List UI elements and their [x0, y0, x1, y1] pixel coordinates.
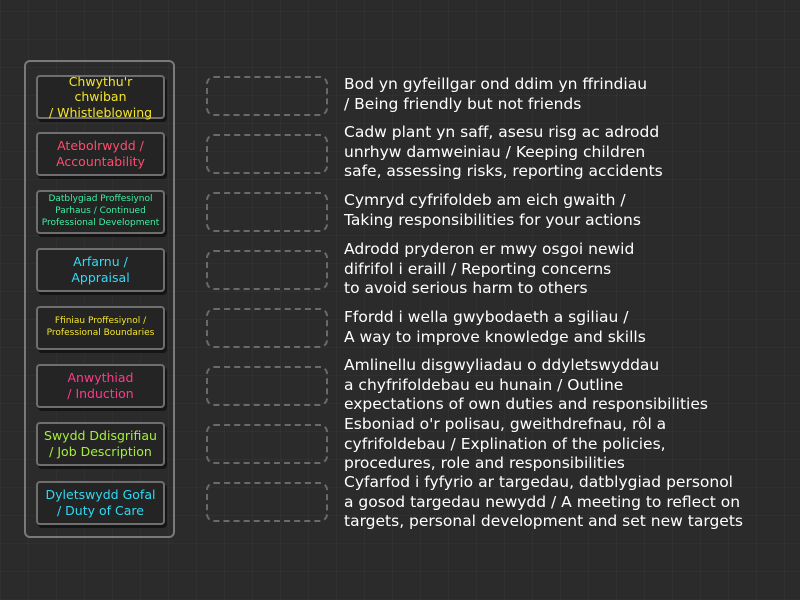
tile-label: Ffiniau Proffesiynol / Professional Boundaries — [46, 316, 155, 338]
tile-label: Anwythiad / Induction — [67, 370, 134, 401]
tile-job-description[interactable] — [36, 422, 165, 466]
tile-label: Dyletswydd Gofal / Duty of Care — [45, 487, 156, 518]
tile-accountability[interactable] — [36, 132, 165, 176]
tile-continued-professional-development[interactable] — [36, 190, 165, 234]
drop-slot-2[interactable] — [206, 134, 328, 174]
drop-slot-1[interactable] — [206, 76, 328, 116]
tile-label: Arfarnu / Appraisal — [71, 254, 130, 285]
drop-slot-6[interactable] — [206, 366, 328, 406]
description-8: Cyfarfod i fyfyrio ar targedau, datblygiad personol a gosod targedau newydd / A meeting to reflect on targets, personal development and set new targets — [344, 473, 743, 530]
drop-slot-4[interactable] — [206, 250, 328, 290]
tile-appraisal[interactable] — [36, 248, 165, 292]
tile-label: Swydd Ddisgrifiau / Job Description — [44, 428, 157, 459]
tile-label: Datblygiad Proffesiynol Parhaus / Continued Professional Development — [41, 194, 160, 228]
description-6: Amlinellu disgwyliadau o ddyletswyddau a chyfrifoldebau eu hunain / Outline expectations of own duties and responsibilities — [344, 356, 708, 413]
tile-whistleblowing[interactable] — [36, 75, 165, 119]
drop-slot-3[interactable] — [206, 192, 328, 232]
tile-label: Atebolrwydd / Accountability — [56, 138, 145, 169]
description-7: Esboniad o'r polisau, gweithdrefnau, rôl a cyfrifoldebau / Explination of the policies, procedures, role and responsibilities — [344, 415, 667, 472]
description-4: Adrodd pryderon er mwy osgoi newid difrifol i eraill / Reporting concerns to avoid serious harm to others — [344, 240, 635, 297]
drop-slot-5[interactable] — [206, 308, 328, 348]
description-5: Ffordd i wella gwybodaeth a sgiliau / A way to improve knowledge and skills — [344, 308, 646, 346]
description-2: Cadw plant yn saff, asesu risg ac adrodd unrhyw damweiniau / Keeping children safe, assessing risks, reporting accidents — [344, 123, 663, 180]
description-3: Cymryd cyfrifoldeb am eich gwaith / Taking responsibilities for your actions — [344, 191, 641, 229]
drop-slot-7[interactable] — [206, 424, 328, 464]
drop-slot-8[interactable] — [206, 482, 328, 522]
tile-duty-of-care[interactable] — [36, 481, 165, 525]
tile-label: Chwythu'r chwiban / Whistleblowing — [48, 73, 153, 120]
description-1: Bod yn gyfeillgar ond ddim yn ffrindiau / Being friendly but not friends — [344, 75, 648, 113]
tile-professional-boundaries[interactable] — [36, 306, 165, 350]
tile-induction[interactable] — [36, 364, 165, 408]
